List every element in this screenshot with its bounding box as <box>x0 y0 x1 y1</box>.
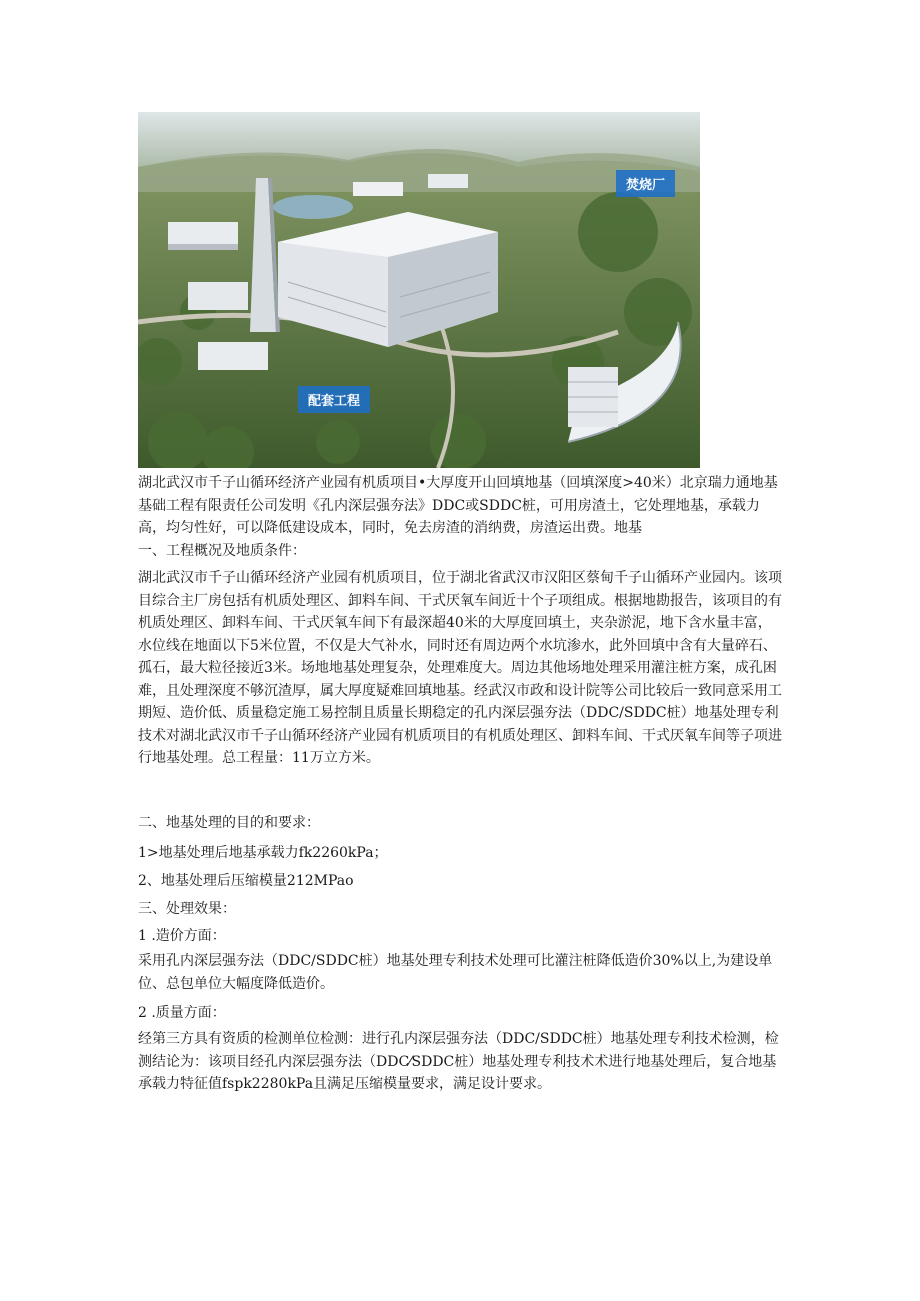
rendering-illustration <box>138 112 700 468</box>
section-1 <box>138 567 784 770</box>
requirement-item-1: 1>地基处理后地基承载力fk2260kPa； <box>138 845 388 861</box>
intro-paragraph <box>138 472 784 562</box>
cost-body: 采用孔内深层强夯法（DDC/SDDC桩）地基处理专利技术处理可比灌注桩降低造价30%以上,为建设单位、总包单位大幅度降低造价。 <box>138 953 773 992</box>
requirement-item-2: 2、地基处理后压缩模量212MPao <box>138 873 354 889</box>
quality-paragraph <box>138 1028 784 1096</box>
quality-subheading: 2 .质量方面： <box>138 1005 226 1021</box>
cost-subheading: 1 .造价方面： <box>138 928 226 944</box>
incinerator-label: 焚烧厂 <box>616 170 675 197</box>
project-aerial-rendering <box>138 112 700 468</box>
section-1-body: 湖北武汉市千子山循环经济产业园有机质项目，位于湖北省武汉市汉阳区蔡甸千子山循环产业园内。该项目综合主厂房包括有机质处理区、卸料车间、干式厌氧车间近十个子项组成。根据地勘报告，该项目的有机质处理区、卸料车间、干式厌氧车间下有最深超40米的大厚度回填土，夹杂淤泥，地下含水量丰富，水位线在地面以下5米位置，不仅是大气补水，同时还有周边两个水坑渗水，此外回填中含有大量碎石、孤石，最大粒径接近3米。场地地基处理复杂，处理难度大。周边其他场地处理采用灌注桩方案，成孔困难，且处理深度不够沉渣厚，属大厚度疑难回填地基。经武汉市政和设计院等公司比较后一致同意采用工期短、造价低、质量稳定施工易控制且质量长期稳定的孔内深层强夯法（DDC/SDDC桩）地基处理专利技术对湖北武汉市千子山循环经济产业园有机质项目的有机质处理区、卸料车间、干式厌氧车间等子项进行地基处理。总工程量：11万立方米。 <box>138 570 782 766</box>
cost-paragraph <box>138 950 784 995</box>
supporting-works-label: 配套工程 <box>298 386 370 413</box>
section-3-heading: 三、处理效果： <box>138 901 236 917</box>
section-2-heading: 二、地基处理的目的和要求： <box>138 815 320 831</box>
quality-body: 经第三方具有资质的检测单位检测：进行孔内深层强夯法（DDC/SDDC桩）地基处理专利技术检测，检测结论为：该项目经孔内深层强夯法（DDC⁄SDDC桩）地基处理专利技术术进行地基处理后，复合地基承载力特征值fspk2280kPa且满足压缩模量要求，满足设计要求。 <box>138 1031 779 1092</box>
intro-text: 湖北武汉市千子山循环经济产业园有机质项目•大厚度开山回填地基（回填深度>40米）北京瑞力通地基基础工程有限责任公司发明《孔内深层强夯法》DDC或SDDC桩，可用房渣土，它处理地基，承载力高，均匀性好，可以降低建设成本，同时，免去房渣的消纳费，房渣运出费。地基 <box>138 475 778 536</box>
section-1-heading: 一、工程概况及地质条件： <box>138 542 306 559</box>
